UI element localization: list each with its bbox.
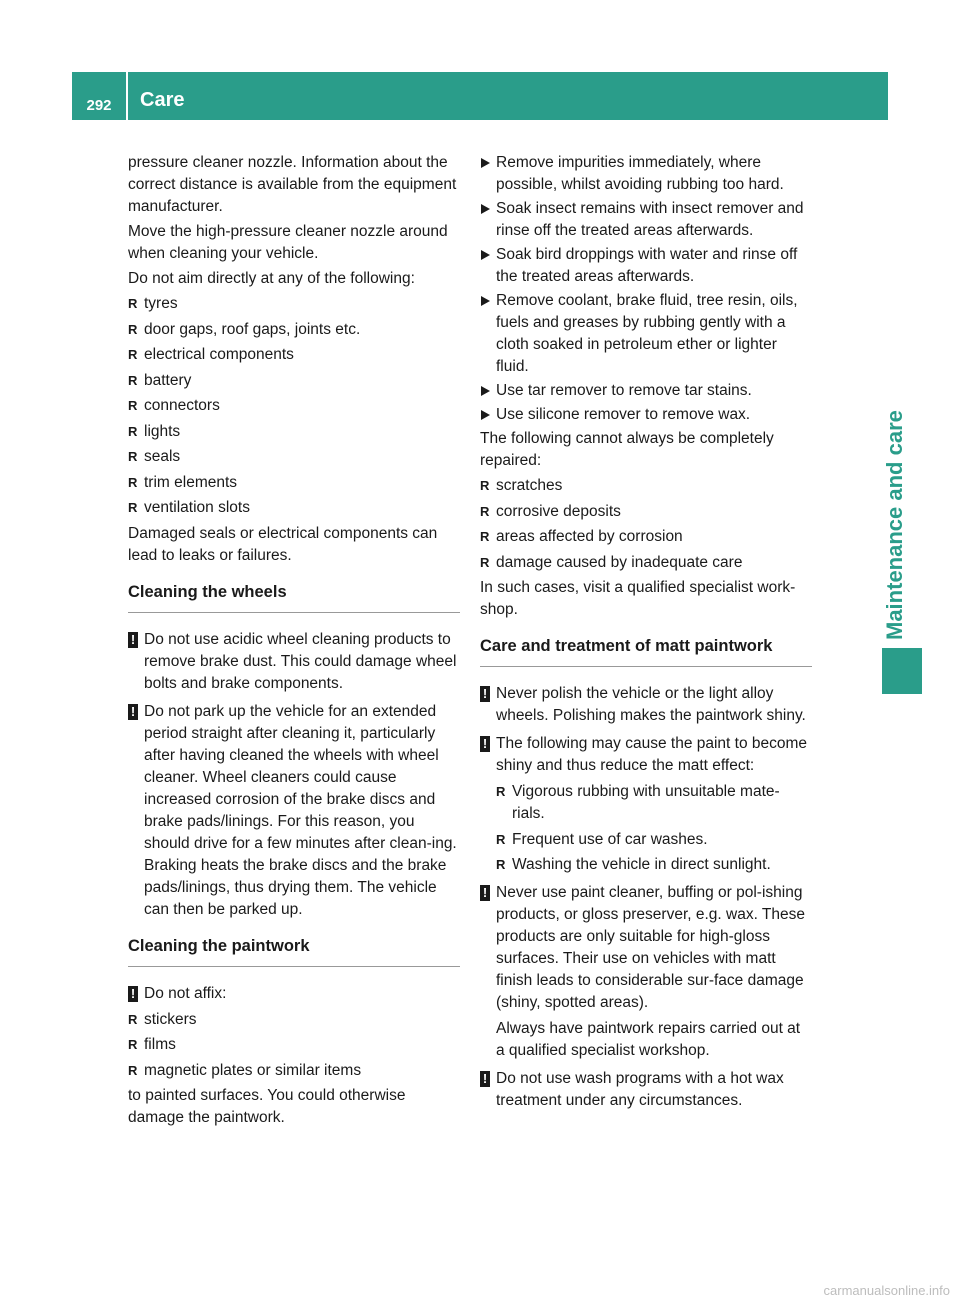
repair-list — [480, 475, 812, 574]
header-bar — [72, 72, 888, 120]
warning-note: ! Never polish the vehicle or the light alloy wheels. Polishing makes the paintwork shiny. — [480, 683, 812, 727]
list-item: R damage caused by inadequate care — [480, 552, 812, 574]
heading-cleaning-paintwork: Cleaning the paintwork — [128, 935, 460, 967]
warning-icon: ! — [480, 1071, 490, 1087]
paragraph: pressure cleaner nozzle. Information about the correct distance is available from the equipment manufacturer. — [128, 154, 457, 215]
action-step: Remove coolant, brake fluid, tree resin, oils, fuels and greases by rubbing gently with a cloth soaked in petroleum ether or lighter fluid. — [480, 290, 812, 378]
side-tab-block — [882, 648, 922, 694]
warning-note: ! Do not affix: — [128, 983, 460, 1005]
list-item: R Washing the vehicle in direct sunlight. — [496, 854, 812, 876]
paragraph: In such cases, visit a qualified specialist work-shop. — [480, 579, 796, 618]
side-tab-label: Maintenance and care — [882, 410, 907, 640]
list-item: R corrosive deposits — [480, 501, 812, 523]
list-item: R connectors — [128, 395, 460, 417]
list-item: R door gaps, roof gaps, joints etc. — [128, 319, 460, 341]
warning-icon: ! — [480, 885, 490, 901]
page-number: 292 — [86, 97, 112, 114]
list-item: R electrical components — [128, 344, 460, 366]
action-step: Soak bird droppings with water and rinse off the treated areas afterwards. — [480, 244, 812, 288]
heading-matt-paintwork: Care and treatment of matt paintwork — [480, 635, 812, 667]
paragraph: Move the high-pressure cleaner nozzle around when cleaning your vehicle. — [128, 223, 448, 262]
list-item: R Vigorous rubbing with unsuitable mate-rials. — [496, 781, 812, 825]
list-item: R magnetic plates or similar items — [128, 1060, 460, 1082]
paragraph: Do not aim directly at any of the following: — [128, 270, 415, 287]
aim-list — [128, 293, 460, 519]
paragraph: The following cannot always be completely repaired: — [480, 430, 774, 469]
warning-note: ! Do not use wash programs with a hot wax treatment under any circumstances. — [480, 1068, 812, 1112]
warning-icon: ! — [128, 704, 138, 720]
list-item: R scratches — [480, 475, 812, 497]
list-item: R films — [128, 1034, 460, 1056]
warning-note: ! Do not use acidic wheel cleaning products to remove brake dust. This could damage wheel bolts and brake components. — [128, 629, 460, 695]
paragraph: to painted surfaces. You could otherwise damage the paintwork. — [128, 1087, 406, 1126]
action-step: Remove impurities immediately, where possible, whilst avoiding rubbing too hard. — [480, 152, 812, 196]
list-item: R seals — [128, 446, 460, 468]
warning-icon: ! — [480, 686, 490, 702]
left-column — [128, 152, 460, 1132]
warning-icon: ! — [128, 632, 138, 648]
list-item: R areas affected by corrosion — [480, 526, 812, 548]
list-item: R stickers — [128, 1009, 460, 1031]
header-divider — [126, 72, 128, 120]
right-column — [480, 152, 812, 1116]
warning-note: ! Never use paint cleaner, buffing or pol-ishing products, or gloss preserver, e.g. wax. These products are only suitable for high-gloss surfaces. Their use on vehicles with matt finish leads to considerable sur-face damage (shiny, spotted areas). — [480, 882, 812, 1014]
warning-note: ! The following may cause the paint to become shiny and thus reduce the matt effect: — [480, 733, 812, 777]
list-item: R trim elements — [128, 472, 460, 494]
affix-list — [128, 1009, 460, 1082]
watermark: carmanualsonline.info — [823, 1283, 950, 1298]
paragraph: Damaged seals or electrical components can lead to leaks or failures. — [128, 524, 438, 564]
matt-list — [480, 781, 812, 876]
section-title: Care — [140, 89, 185, 111]
list-item: R ventilation slots — [128, 497, 460, 519]
action-step: Use silicone remover to remove wax. — [480, 404, 812, 426]
action-step: Use tar remover to remove tar stains. — [480, 380, 812, 402]
list-item: R lights — [128, 421, 460, 443]
list-item: R tyres — [128, 293, 460, 315]
heading-cleaning-wheels: Cleaning the wheels — [128, 581, 460, 613]
list-item: R battery — [128, 370, 460, 392]
action-step: Soak insect remains with insect remover and rinse off the treated areas afterwards. — [480, 198, 812, 242]
warning-icon: ! — [128, 986, 138, 1002]
warning-icon: ! — [480, 736, 490, 752]
warning-note: ! Do not park up the vehicle for an extended period straight after cleaning it, particularly after having cleaned the wheels with wheel cleaner. Wheel cleaners could cause increased corrosion of the brake discs and brake pads/linings. For this reason, you should drive for a few minutes after clean-ing. Braking heats the brake discs and the brake pads/linings, thus drying them. The vehicle can then be parked up. — [128, 701, 460, 921]
list-item: R Frequent use of car washes. — [496, 829, 812, 851]
paragraph: Always have paintwork repairs carried out at a qualified specialist workshop. — [496, 1020, 801, 1059]
